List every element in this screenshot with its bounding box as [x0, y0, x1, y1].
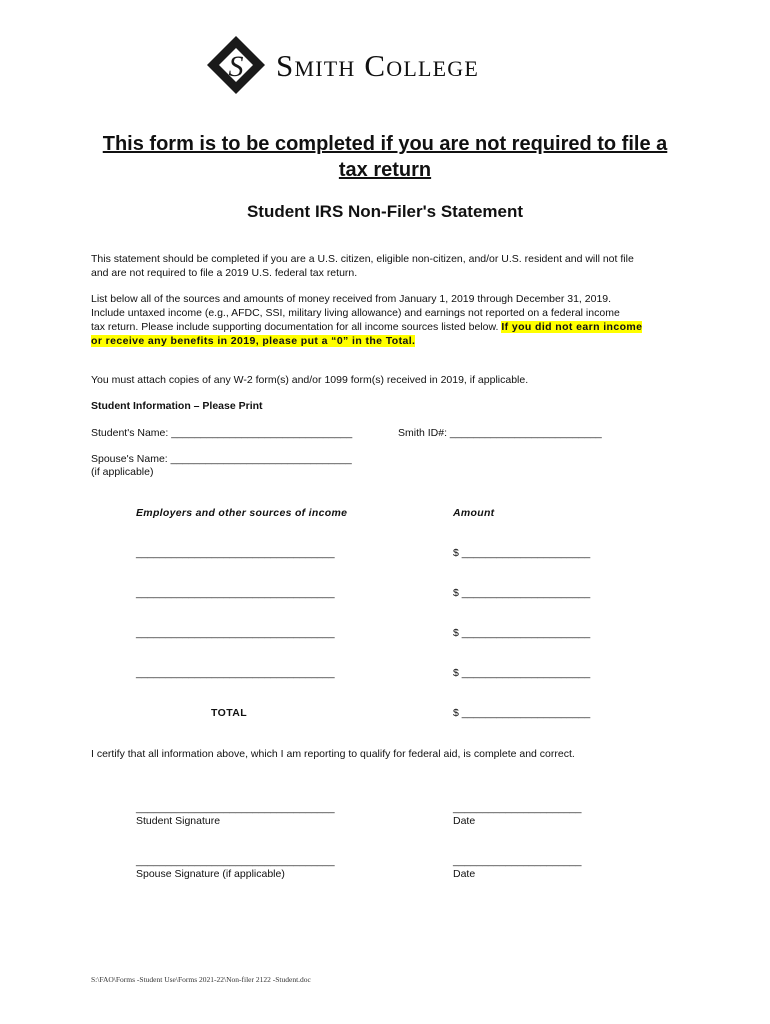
highlight-note-part1: If you did not earn income [501, 321, 643, 333]
income-amount-field-4[interactable]: $ ______________________ [453, 667, 591, 679]
instructions-line1: List below all of the sources and amounts of money received from January 1, 2019 through December 31, 2019. [91, 293, 612, 305]
total-label: TOTAL [211, 707, 248, 719]
spouse-signature-label: Spouse Signature (if applicable) [136, 868, 285, 880]
income-source-header: Employers and other sources of income [136, 507, 348, 519]
intro-line1: This statement should be completed if you are a U.S. citizen, eligible non-citizen, and/or U.S. resident and will not file [91, 253, 634, 265]
spouse-date-line[interactable]: ______________________ [453, 855, 582, 867]
total-amount-field[interactable]: $ ______________________ [453, 707, 591, 719]
page-title-line2: tax return [338, 159, 432, 181]
student-signature-label: Student Signature [136, 815, 221, 827]
spouse-date-label: Date [453, 868, 476, 880]
student-date-line[interactable]: ______________________ [453, 802, 582, 814]
certification-statement: I certify that all information above, which I am reporting to qualify for federal aid, is complete and correct. [91, 748, 575, 760]
instructions-line3: tax return. Please include supporting documentation for all income sources listed below. [91, 321, 499, 333]
attachment-note: You must attach copies of any W-2 form(s) and/or 1099 form(s) received in 2019, if applicable. [91, 374, 529, 386]
income-source-field-4[interactable]: __________________________________ [136, 667, 335, 679]
form-subtitle: Student IRS Non-Filer's Statement [246, 202, 524, 221]
highlight-note-part2: or receive any benefits in 2019, please put a “0” in the Total. [91, 335, 416, 347]
income-instructions [91, 292, 691, 348]
smith-id-field[interactable]: Smith ID#: __________________________ [398, 427, 602, 439]
income-amount-field-1[interactable]: $ ______________________ [453, 547, 591, 559]
logo-letter: S [228, 50, 244, 83]
income-amount-field-3[interactable]: $ ______________________ [453, 627, 591, 639]
income-source-field-3[interactable]: __________________________________ [136, 627, 335, 639]
instructions-line2: Include untaxed income (e.g., AFDC, SSI, military living allowance) and earnings not reported on a federal income [91, 307, 620, 319]
intro-line2: and are not required to file a 2019 U.S. federal tax return. [91, 267, 358, 279]
student-info-heading: Student Information – Please Print [91, 400, 263, 412]
income-source-field-1[interactable]: __________________________________ [136, 547, 335, 559]
page-title-line1: This form is to be completed if you are not required to file a [102, 133, 668, 155]
spouse-name-note: (if applicable) [91, 466, 154, 478]
student-name-field[interactable]: Student's Name: _______________________________ [91, 427, 353, 439]
page-title [60, 131, 710, 183]
amount-header: Amount [453, 507, 495, 519]
document-path-footer: S:\FAO\Forms -Student Use\Forms 2021-22\Non-filer 2122 -Student.doc [91, 975, 311, 984]
student-signature-line[interactable]: __________________________________ [136, 802, 335, 814]
intro-paragraph [91, 252, 691, 280]
spouse-signature-line[interactable]: __________________________________ [136, 855, 335, 867]
income-amount-field-2[interactable]: $ ______________________ [453, 587, 591, 599]
college-seal-logo [207, 36, 265, 94]
instructions-line4-wrap [91, 334, 691, 348]
spouse-name-field[interactable]: Spouse's Name: _______________________________ [91, 453, 352, 465]
student-date-label: Date [453, 815, 476, 827]
college-name: Smith College [276, 48, 480, 83]
income-source-field-2[interactable]: __________________________________ [136, 587, 335, 599]
instructions-line3-wrap [91, 320, 691, 334]
